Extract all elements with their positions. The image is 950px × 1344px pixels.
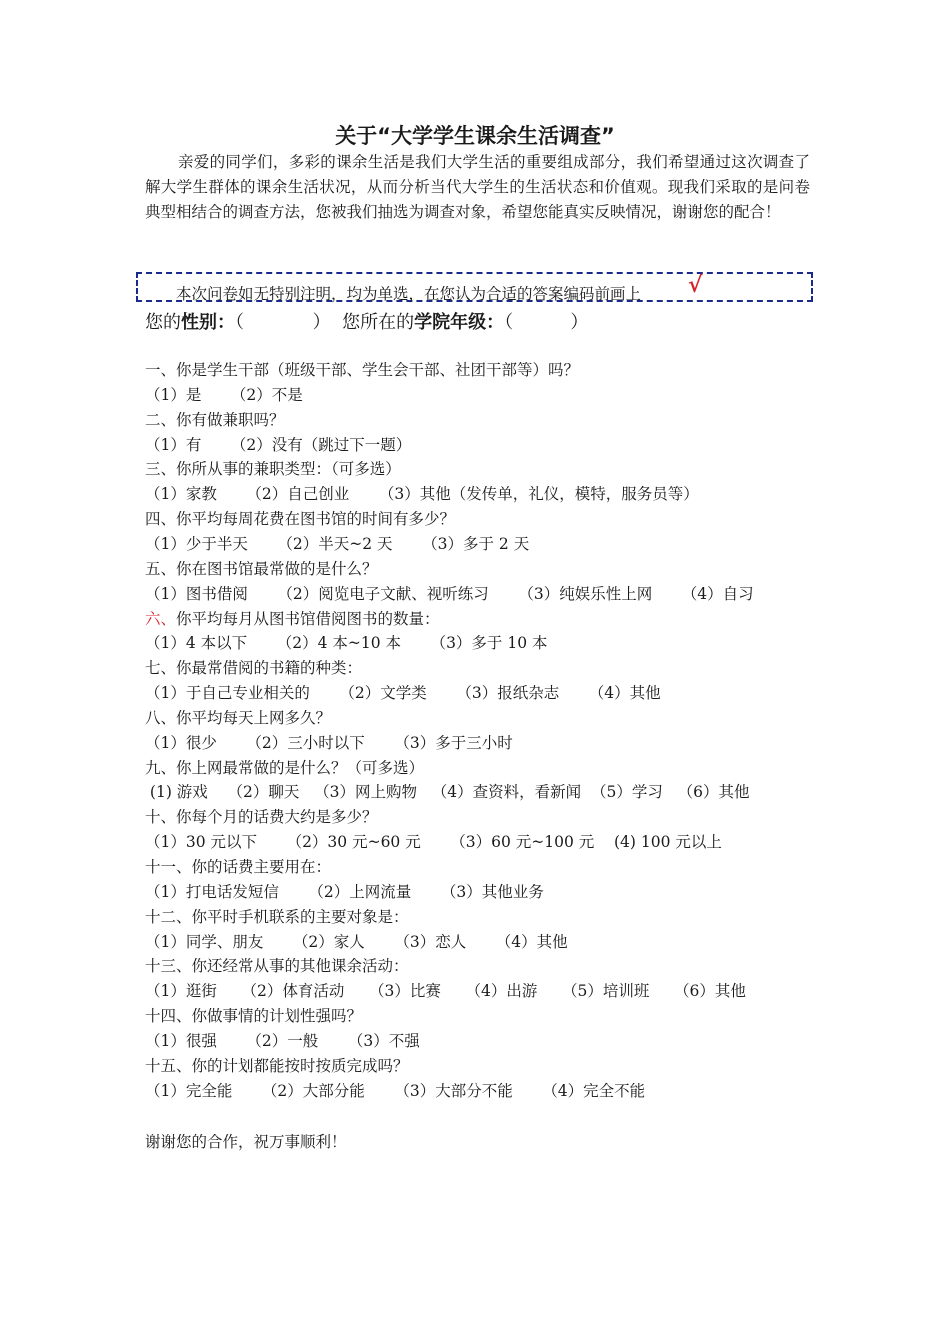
question-number: 六、	[145, 609, 177, 628]
question-number: 十四、	[145, 1007, 192, 1026]
question-1	[145, 358, 579, 380]
answer-options[interactable]: （1）很强 （2）一般 （3）不强	[145, 1031, 420, 1050]
question-text: 你做事情的计划性强吗？	[191, 1007, 363, 1026]
question-number: 五、	[145, 559, 177, 578]
question-text: 你平时手机联系的主要对象是：	[191, 907, 409, 926]
question-11	[145, 855, 331, 877]
question-number: 一、	[145, 361, 177, 379]
gender-field[interactable]: （ ）	[235, 312, 331, 333]
check-mark-icon: √	[688, 272, 703, 298]
answer-options[interactable]: （1）是 （2）不是	[145, 385, 303, 404]
question-3	[145, 457, 401, 479]
notice-text: 本次问卷如无特别注明，均为单选，在您认为合适的答案编码前画上	[176, 285, 642, 303]
respondent-info	[145, 308, 588, 334]
answer-options[interactable]: （1）很少 （2）三小时以下 （3）多于三小时	[145, 733, 513, 752]
question-number: 七、	[145, 659, 177, 678]
answer-options[interactable]: （1）4 本以下 （2）4 本~10 本 （3）多于 10 本	[145, 634, 548, 653]
question-15	[145, 1054, 409, 1076]
question-2	[145, 408, 285, 430]
gender-label: 性别：	[181, 312, 235, 333]
answer-options[interactable]: （1）图书借阅 （2）阅览电子文献、视听练习 （3）纯娱乐性上网 （4）自习	[145, 584, 754, 603]
question-12	[145, 905, 409, 927]
question-text: 你有做兼职吗？	[176, 410, 285, 429]
question-number: 十三、	[145, 957, 192, 976]
gender-prefix: 您的	[145, 312, 181, 333]
closing-text: 谢谢您的合作，祝万事顺利！	[145, 1133, 347, 1151]
question-text: 你平均每月从图书馆借阅图书的数量：	[176, 609, 440, 628]
question-number: 十一、	[145, 858, 192, 876]
question-8	[145, 706, 331, 728]
question-text: 你是学生干部（班级干部、学生会干部、社团干部等）吗？	[176, 361, 580, 379]
intro-paragraph: 亲爱的同学们，多彩的课余生活是我们大学生活的重要组成部分，我们希望通过这次调查了解大学生群体的课余生活状况，从而分析当代大学生的生活状态和价值观。现我们采取的是问卷典型相结合的调查方法，您被我们抽选为调查对象，希望您能真实反映情况，谢谢您的配合！	[145, 153, 810, 221]
question-7	[145, 656, 362, 678]
question-14	[145, 1004, 362, 1026]
question-number: 二、	[145, 410, 177, 429]
question-6	[145, 607, 440, 629]
question-9	[145, 756, 424, 778]
answer-options[interactable]: （1）逛街 （2）体育活动 （3）比赛 （4）出游 （5）培训班 （6）其他	[145, 982, 746, 1001]
page-title: 关于“大学学生课余生活调查”	[335, 124, 615, 148]
answer-options[interactable]: （1）有 （2）没有（跳过下一题）	[145, 435, 412, 454]
grade-label: 学院年级：	[414, 312, 505, 333]
question-text: 你平均每天上网多久？	[176, 708, 332, 727]
question-5	[145, 557, 378, 579]
question-text: 你上网最常做的是什么？（可多选）	[176, 758, 425, 777]
question-text: 你在图书馆最常做的是什么？	[176, 559, 378, 578]
answer-options[interactable]: （1）30 元以下 （2）30 元~60 元 （3）60 元~100 元 (4) 100 元以上	[145, 833, 722, 852]
question-number: 四、	[145, 510, 177, 529]
question-number: 三、	[145, 460, 177, 479]
answer-options[interactable]: （1）少于半天 （2）半天~2 天 （3）多于 2 天	[145, 534, 530, 553]
answer-options[interactable]: （1）完全能 （2）大部分能 （3）大部分不能 （4）完全不能	[145, 1081, 646, 1100]
question-text: 你平均每周花费在图书馆的时间有多少？	[176, 510, 456, 529]
question-10	[145, 805, 378, 827]
grade-prefix: 您所在的	[342, 312, 415, 333]
answer-options[interactable]: （1）同学、朋友 （2）家人 （3）恋人 （4）其他	[145, 932, 568, 951]
question-text: 你的计划都能按时按质完成吗？	[191, 1056, 409, 1075]
question-13	[145, 954, 409, 976]
question-text: 你所从事的兼职类型：（可多选）	[176, 460, 401, 479]
answer-options[interactable]: （1）打电话发短信 （2）上网流量 （3）其他业务	[145, 882, 544, 901]
answer-options[interactable]: (1) 游戏 （2）聊天 （3）网上购物 （4）查资料，看新闻 （5）学习 （6）其他	[145, 783, 750, 802]
question-number: 十二、	[145, 907, 192, 926]
answer-options[interactable]: （1）于自己专业相关的 （2）文学类 （3）报纸杂志 （4）其他	[145, 684, 661, 703]
question-4	[145, 507, 455, 529]
question-text: 你还经常从事的其他课余活动：	[191, 957, 409, 976]
question-number: 十五、	[145, 1056, 192, 1075]
question-text: 你每个月的话费大约是多少？	[176, 808, 378, 827]
question-number: 十、	[145, 808, 177, 827]
question-number: 九、	[145, 758, 177, 777]
answer-options[interactable]: （1）家教 （2）自己创业 （3）其他（发传单，礼仪，模特，服务员等）	[145, 485, 699, 504]
question-text: 你的话费主要用在：	[191, 858, 332, 876]
question-number: 八、	[145, 708, 177, 727]
question-text: 你最常借阅的书籍的种类：	[176, 659, 363, 678]
grade-field[interactable]: （ ）	[504, 312, 589, 333]
